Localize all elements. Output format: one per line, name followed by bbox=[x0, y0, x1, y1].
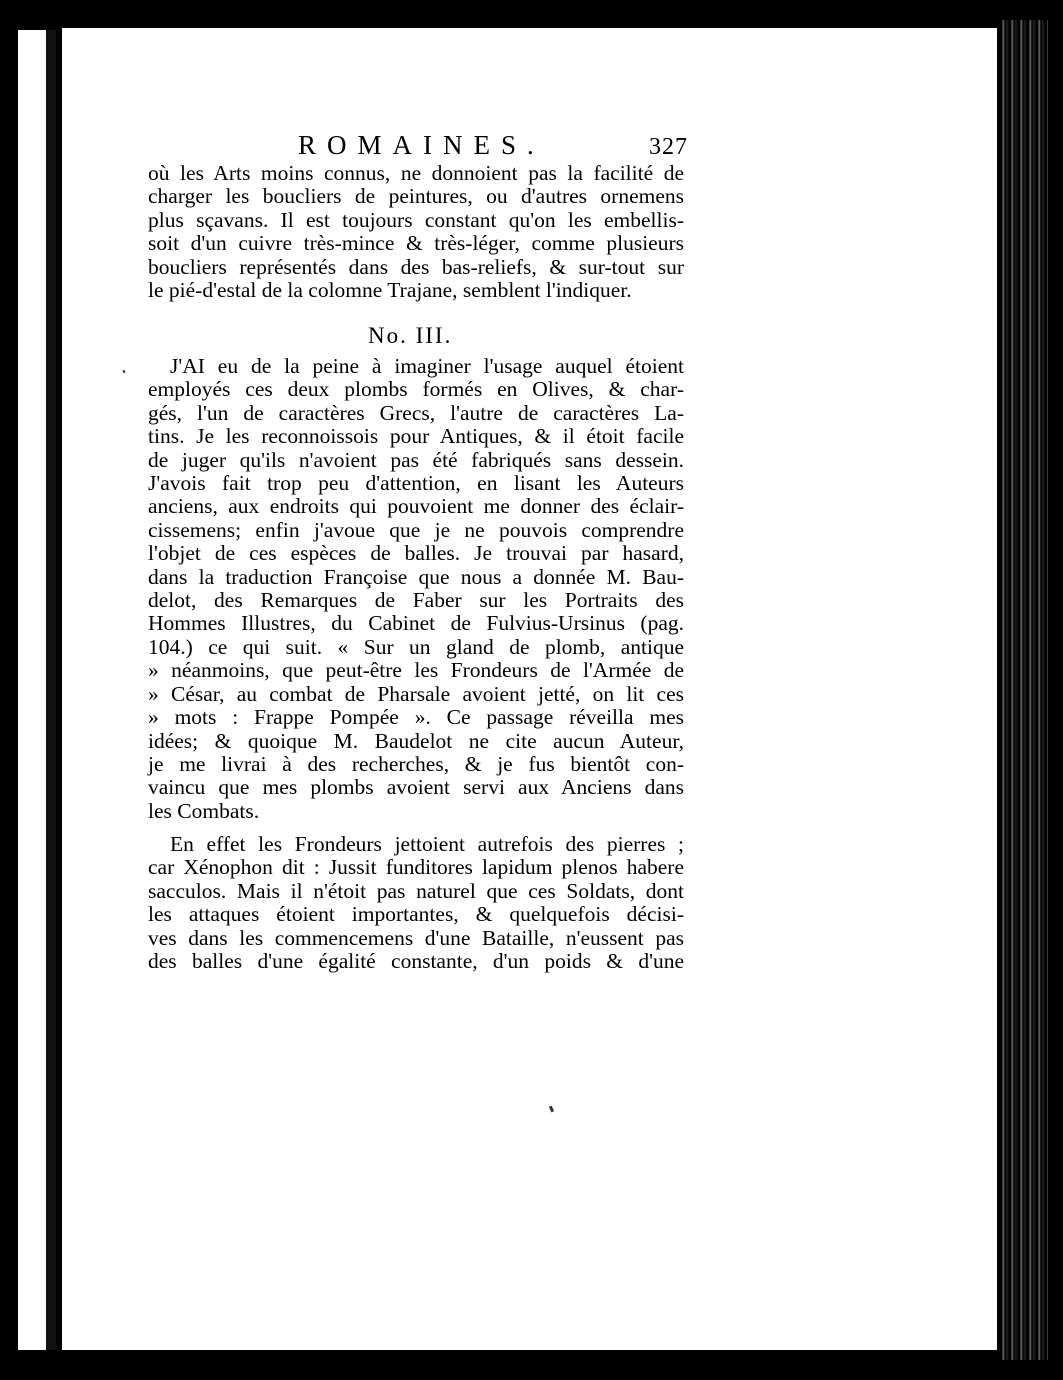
text-line: sacculos. Mais il n'étoit pas naturel que ces Soldats, dont bbox=[148, 878, 684, 903]
text-line: gés, l'un de caractères Grecs, l'autre de caractères La- bbox=[148, 400, 684, 425]
text-line: 104.) ce qui suit. « Sur un gland de plomb, antique bbox=[148, 634, 684, 659]
text-line: car Xénophon dit : Jussit funditores lapidum plenos habere bbox=[148, 855, 684, 880]
text-line: tins. Je les reconnoissois pour Antiques, & il étoit facile bbox=[148, 424, 684, 449]
text-line: des balles d'une égalité constante, d'un poids & d'une bbox=[148, 949, 684, 974]
page-header bbox=[298, 130, 688, 164]
text-line: » néanmoins, que peut-être les Frondeurs de l'Armée de bbox=[148, 658, 684, 683]
text-line: je me livrai à des recherches, & je fus bientôt con- bbox=[148, 751, 684, 776]
right-page-edges bbox=[1000, 20, 1048, 1360]
text-line: employés ces deux plombs formés en Olives, & char- bbox=[148, 377, 684, 402]
text-line: delot, des Remarques de Faber sur les Portraits des bbox=[148, 588, 684, 613]
text-line: soit d'un cuivre très-mince & très-léger, comme plusieurs bbox=[148, 231, 684, 256]
paragraph-3 bbox=[148, 833, 684, 973]
text-line: En effet les Frondeurs jettoient autrefois des pierres ; bbox=[170, 832, 684, 856]
text-line: dans la traduction Françoise que nous a donnée M. Bau- bbox=[148, 564, 684, 589]
text-line: ves dans les commencemens d'une Bataille, n'eussent pas bbox=[148, 925, 684, 950]
text-line: Hommes Illustres, du Cabinet de Fulvius-Ursinus (pag. bbox=[148, 611, 684, 636]
text-line: anciens, aux endroits qui pouvoient me donner des éclair- bbox=[148, 494, 684, 519]
paragraph-2 bbox=[148, 355, 684, 823]
text-line: charger les boucliers de peintures, ou d'autres ornemens bbox=[148, 184, 684, 209]
text-line: l'objet de ces espèces de balles. Je trouvai par hasard, bbox=[148, 541, 684, 566]
left-page-gutter bbox=[46, 30, 56, 1350]
text-line: vaincu que mes plombs avoient servi aux Anciens dans bbox=[148, 775, 684, 800]
text-line: » César, au combat de Pharsale avoient jetté, on lit ces bbox=[148, 681, 684, 706]
text-line: de juger qu'ils n'avoient pas été fabriqués sans dessein. bbox=[148, 447, 684, 472]
text-line: boucliers représentés dans des bas-reliefs, & sur-tout sur bbox=[148, 254, 684, 279]
page-number: 327 bbox=[649, 134, 688, 160]
paragraph-1 bbox=[148, 162, 684, 302]
text-line: le pié-d'estal de la colomne Trajane, semblent l'indiquer. bbox=[148, 278, 632, 303]
text-line: J'AI eu de la peine à imaginer l'usage auquel étoient bbox=[170, 354, 684, 378]
text-line: » mots : Frappe Pompée ». Ce passage réveilla mes bbox=[148, 705, 684, 730]
text-line: plus sçavans. Il est toujours constant qu'on les embellis- bbox=[148, 207, 684, 232]
text-line: cissemens; enfin j'avoue que je ne pouvois comprendre bbox=[148, 517, 684, 542]
section-heading: No. III. bbox=[368, 323, 453, 348]
text-line: les Combats. bbox=[148, 798, 260, 823]
text-line: où les Arts moins connus, ne donnoient pas la facilité de bbox=[148, 161, 684, 185]
running-title: ROMAINES. bbox=[298, 130, 545, 160]
text-line: idées; & quoique M. Baudelot ne cite aucun Auteur, bbox=[148, 728, 684, 753]
text-line: J'avois fait trop peu d'attention, en lisant les Auteurs bbox=[148, 471, 684, 496]
text-line: les attaques étoient importantes, & quelquefois décisi- bbox=[148, 902, 684, 927]
